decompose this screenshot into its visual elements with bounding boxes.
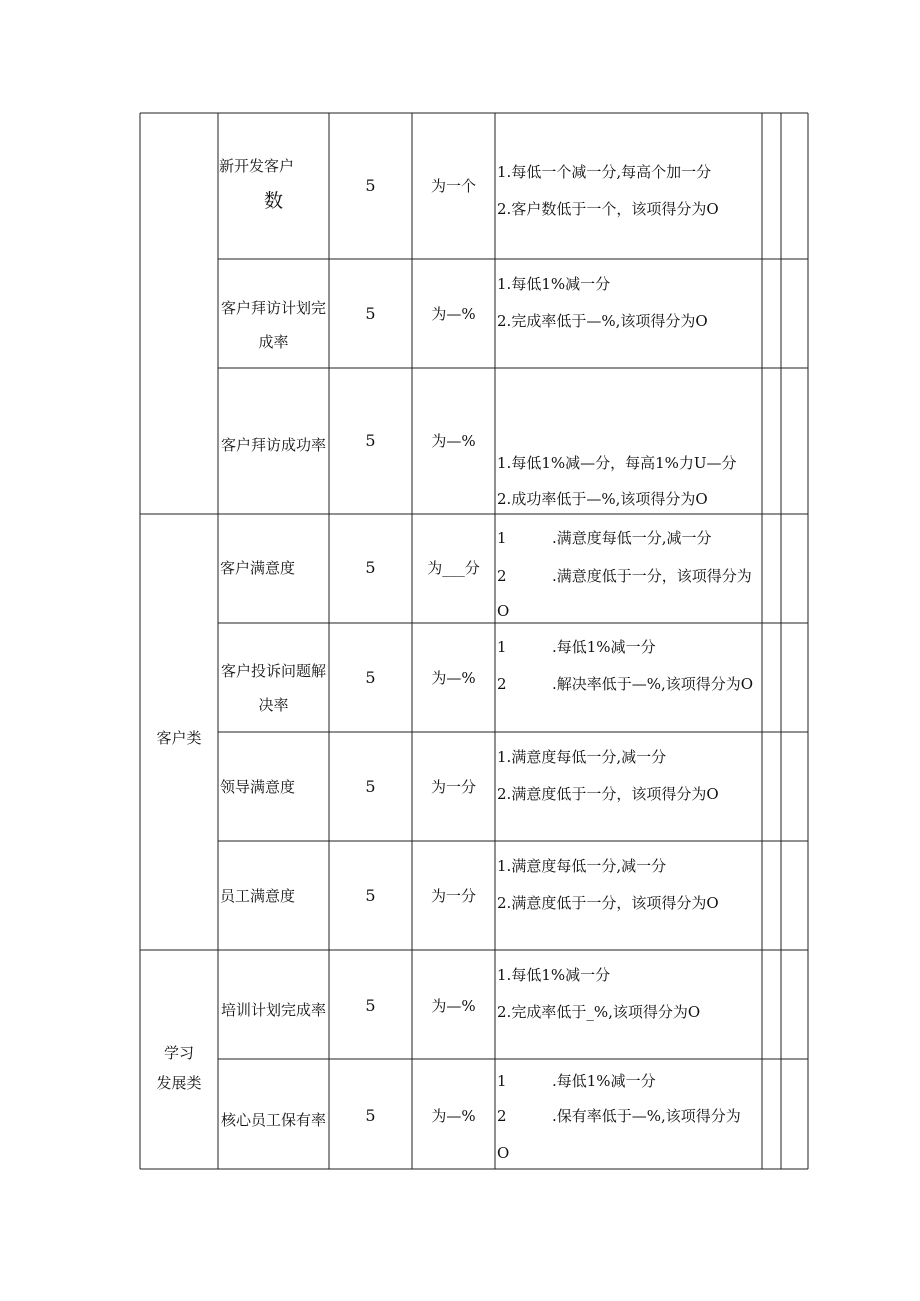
rule-line [497,674,753,694]
rule-text: .满意度低于一分，该项得分为O [506,894,719,912]
weight: 5 [365,431,376,450]
rule-num: 2 [497,894,507,912]
target: 为—% [431,1107,476,1125]
rule-line [497,199,719,219]
rule-line [497,311,708,331]
rule-num: 1 [497,966,507,984]
indicator-core-retention [218,1110,329,1130]
rule-num: 1 [497,163,507,181]
weight: 5 [365,1106,376,1125]
rule-num: 1 [497,857,507,875]
target: 为一个 [430,177,476,195]
indicator-leader-satisfaction [220,777,295,797]
category-customer: 客户类 [156,729,202,747]
target: 为—% [431,432,476,450]
rule-text: .每低1%减一分 [552,638,656,656]
target: 为—% [431,997,476,1015]
rule-num: 1 [497,748,507,766]
category-learning [140,1038,218,1098]
rule-text: .满意度每低一分,减一分 [506,748,667,766]
target: 为___分 [427,559,480,577]
indicator-line: 培训计划完成率 [220,1001,326,1019]
target: 为一分 [430,887,476,905]
rule-text: O [497,602,510,620]
rule-line [497,893,719,913]
rule-num: 2 [497,490,507,508]
weight: 5 [365,668,376,687]
target: 为—% [431,669,476,687]
weight: 5 [365,777,376,796]
rule-num: 1 [497,275,507,293]
rule-num: 1 [497,529,507,547]
rule-text: .完成率低于—%,该项得分为O [506,312,708,330]
rule-text: .每低1%减一分 [506,966,611,984]
rule-num: 1 [497,638,507,656]
rule-num: 2 [497,675,507,693]
rule-text: .客户数低于一个，该项得分为O [506,200,719,218]
rule-line [497,637,656,657]
indicator-line: 新开发客户 [219,157,295,175]
rule-line [497,1106,741,1126]
indicator-line: 成率 [258,333,289,351]
rule-text: .每低1%减—分，每高1%力U—分 [506,454,737,472]
rule-line [497,1071,656,1091]
rule-line [497,566,752,586]
indicator-training-plan [218,1000,329,1020]
rule-num: 2 [497,1107,507,1125]
rule-num: 1 [497,454,507,472]
rule-num: 1 [497,1072,507,1090]
rule-num: 2 [497,312,507,330]
category-learning-line-1: 学习 [163,1044,194,1062]
rule-line [497,784,719,804]
rule-line [497,601,509,621]
indicator-line: 数 [264,190,284,212]
weight: 5 [365,304,376,323]
rule-text: .满意度每低一分,减一分 [506,857,667,875]
indicator-line: 客户拜访成功率 [220,436,326,454]
indicator-line: 员工满意度 [220,887,296,905]
category-learning-line-2: 发展类 [156,1074,202,1092]
indicator-complaint-resolution [218,654,329,722]
rule-text: O [497,1144,510,1162]
rule-line [497,1002,700,1022]
weight: 5 [365,996,376,1015]
indicator-visit-success [218,435,329,455]
rule-line [497,856,666,876]
rule-num: 2 [497,1003,507,1021]
rule-num: 2 [497,200,507,218]
target: 为一分 [430,778,476,796]
indicator-line: 客户满意度 [220,559,296,577]
rule-line [497,528,712,548]
indicator-new-customers [219,156,294,176]
rule-line [497,453,737,473]
indicator-line: 决率 [258,696,289,714]
weight: 5 [365,886,376,905]
indicator-visit-plan [218,291,329,359]
rule-num: 2 [497,567,507,585]
rule-line [497,274,610,294]
rule-text: .满意度低于一分，该项得分为 [552,567,752,585]
rule-text: .满意度低于一分，该项得分为O [506,785,719,803]
weight: 5 [365,558,376,577]
weight: 5 [365,176,376,195]
rule-text: .每低1%减一分 [552,1072,656,1090]
rule-line [497,747,666,767]
rule-num: 2 [497,785,507,803]
indicator-employee-satisfaction [220,886,295,906]
rule-text: .成功率低于—%,该项得分为O [506,490,708,508]
rule-text: .保有率低于—%,该项得分为 [552,1107,741,1125]
indicator-line: 客户拜访计划完 [220,299,326,317]
rule-text: .每低一个减一分,每高个加一分 [506,163,712,181]
rule-text: .每低1%减一分 [506,275,611,293]
indicator-line: 核心员工保有率 [220,1111,326,1129]
rule-line [497,965,610,985]
rule-line [497,162,711,182]
target: 为—% [431,305,476,323]
rule-line [497,1143,509,1163]
rule-text: .完成率低于_%,该项得分为O [506,1003,701,1021]
rule-line [497,489,708,509]
rule-text: .满意度每低一分,减一分 [552,529,712,547]
indicator-line: 客户投诉问题解 [220,662,326,680]
indicator-customer-satisfaction [220,558,295,578]
indicator-line: 领导满意度 [220,778,296,796]
rule-text: .解决率低于—%,该项得分为O [552,675,754,693]
